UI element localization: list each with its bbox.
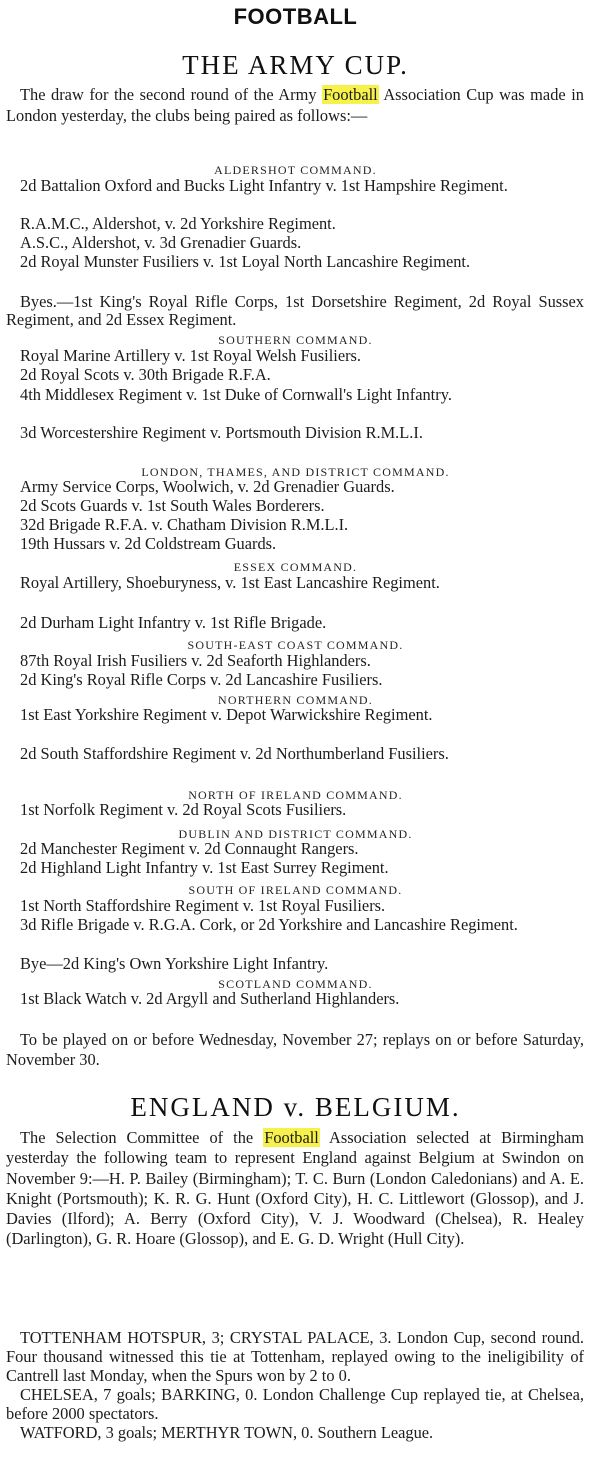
fixture: Bye—2d King's Own Yorkshire Light Infantry. [20, 954, 329, 973]
fixture: A.S.C., Aldershot, v. 3d Grenadier Guards. [20, 233, 302, 252]
command-heading: ALDERSHOT COMMAND. [214, 163, 377, 177]
army-cup-headline: THE ARMY CUP. [182, 50, 409, 80]
army-cup-intro [6, 84, 584, 127]
fixture: Royal Artillery, Shoeburyness, v. 1st East Lancashire Regiment. [20, 573, 440, 592]
fixture: 2d Royal Scots v. 30th Brigade R.F.A. [20, 365, 271, 384]
fixture: 4th Middlesex Regiment v. 1st Duke of Cornwall's Light Infantry. [20, 385, 452, 404]
command-heading: DUBLIN AND DISTRICT COMMAND. [178, 827, 413, 841]
section-header: FOOTBALL [233, 4, 358, 29]
fixture: 2d Battalion Oxford and Bucks Light Infantry v. 1st Hampshire Regiment. [20, 176, 508, 195]
highlighted-term: Football [323, 85, 378, 104]
command-heading: LONDON, THAMES, AND DISTRICT COMMAND. [141, 465, 450, 479]
england-belgium-body: The Selection Committee of the Football Association selected at Birmingham yesterday the following team to represent England against Belgium at Swindon on November 9:—H. P. Bailey (Birmingham); T. C. Burn (London Caledonians) and A. E. Knight (Portsmouth); K. R. G. Hunt (Oxford City), H. C. Littlewort (Glossop), and J. Davies (Ilford); A. Berry (Oxford City), V. J. Woodward (Chelsea), R. Healey (Darlington), G. R. Hoare (Glossop), and E. G. D. Wright (Hull City). [6, 1128, 584, 1249]
fixture: Royal Marine Artillery v. 1st Royal Welsh Fusiliers. [20, 346, 362, 365]
fixture: 3d Worcestershire Regiment v. Portsmouth Division R.M.L.I. [20, 423, 423, 442]
fixture: Byes.—1st King's Royal Rifle Corps, 1st Dorsetshire Regiment, 2d Royal Sussex Regiment, and 2d Essex Regiment. [6, 292, 584, 329]
result-paragraph: TOTTENHAM HOTSPUR, 3; CRYSTAL PALACE, 3. London Cup, second round. Four thousand witnessed this tie at Tottenham, replayed owing to the ineligibility of Cantrell last Monday, when the Spurs won by 2 to 0. [6, 1328, 584, 1385]
fixture: 19th Hussars v. 2d Coldstream Guards. [20, 534, 277, 553]
fixture: 2d King's Royal Rifle Corps v. 2d Lancashire Fusiliers. [20, 670, 383, 689]
fixture: 1st Black Watch v. 2d Argyll and Sutherland Highlanders. [20, 989, 400, 1008]
fixture: 2d Manchester Regiment v. 2d Connaught Rangers. [20, 839, 359, 858]
command-heading: NORTH OF IRELAND COMMAND. [188, 788, 403, 802]
command-heading: ESSEX COMMAND. [233, 560, 358, 574]
fixture: 2d Durham Light Infantry v. 1st Rifle Brigade. [20, 613, 327, 632]
fixture: R.A.M.C., Aldershot, v. 2d Yorkshire Regiment. [20, 214, 336, 233]
army-cup-closing: To be played on or before Wednesday, November 27; replays on or before Saturday, November 30. [6, 1030, 584, 1069]
fixture: 1st North Staffordshire Regiment v. 1st Royal Fusiliers. [20, 896, 386, 915]
fixture: 1st East Yorkshire Regiment v. Depot Warwickshire Regiment. [20, 705, 433, 724]
command-heading: SCOTLAND COMMAND. [218, 977, 373, 991]
command-heading: SOUTHERN COMMAND. [218, 333, 373, 347]
intro-text-end: Association Cup was made in London yesterday, the clubs being paired as follows:— [6, 85, 584, 126]
fixture: 2d Royal Munster Fusiliers v. 1st Loyal North Lancashire Regiment. [20, 252, 471, 271]
command-heading: SOUTH OF IRELAND COMMAND. [188, 883, 403, 897]
highlighted-term: Football [264, 1128, 319, 1147]
fixture: 3d Rifle Brigade v. R.G.A. Cork, or 2d Yorkshire and Lancashire Regiment. [20, 915, 518, 934]
fixture: 2d Scots Guards v. 1st South Wales Borderers. [20, 496, 325, 515]
result-paragraph: WATFORD, 3 goals; MERTHYR TOWN, 0. Southern League. [20, 1423, 434, 1442]
result-paragraph: CHELSEA, 7 goals; BARKING, 0. London Challenge Cup replayed tie, at Chelsea, before 2000 spectators. [6, 1385, 584, 1423]
command-heading: SOUTH-EAST COAST COMMAND. [187, 638, 404, 652]
fixture: Army Service Corps, Woolwich, v. 2d Grenadier Guards. [20, 477, 395, 496]
fixture: 2d South Staffordshire Regiment v. 2d Northumberland Fusiliers. [20, 744, 449, 763]
fixture: 2d Highland Light Infantry v. 1st East Surrey Regiment. [20, 858, 389, 877]
fixture: 1st Norfolk Regiment v. 2d Royal Scots Fusiliers. [20, 800, 347, 819]
fixture: 32d Brigade R.F.A. v. Chatham Division R.M.L.I. [20, 515, 349, 534]
command-heading: NORTHERN COMMAND. [217, 693, 374, 707]
fixture: 87th Royal Irish Fusiliers v. 2d Seaforth Highlanders. [20, 651, 371, 670]
intro-text-start: The draw for the second round of the Army [20, 85, 317, 104]
england-belgium-headline: ENGLAND v. BELGIUM. [130, 1092, 461, 1122]
results-block [6, 1328, 584, 1442]
